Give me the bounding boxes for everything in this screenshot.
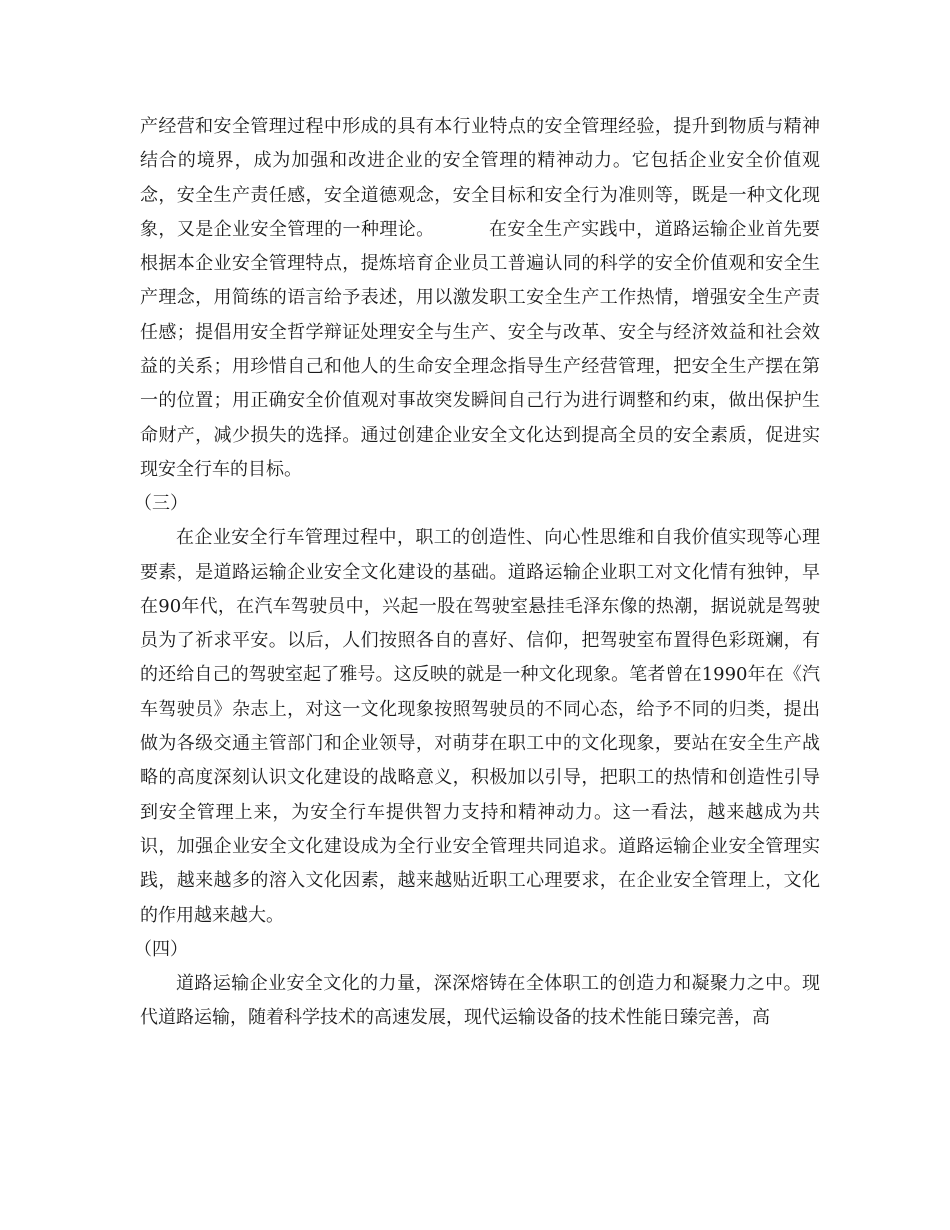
paragraph-section-3: 在企业安全行车管理过程中，职工的创造性、向心性思维和自我价值实现等心理要素，是道路运输企业安全文化建设的基础。道路运输企业职工对文化情有独钟，早在90年代，在汽车驾驶员中，兴起一股在驾驶室悬挂毛泽东像的热潮，据说就是驾驶员为了祈求平安。以后，人们按照各自的喜好、信仰，把驾驶室布置得色彩斑斓，有的还给自己的驾驶室起了雅号。这反映的就是一种文化现象。笔者曾在1990年在《汽车驾驶员》杂志上，对这一文化现象按照驾驶员的不同心态，给予不同的归类，提出做为各级交通主管部门和企业领导，对萌芽在职工中的文化现象，要站在安全生产战略的高度深刻认识文化建设的战略意义，积极加以引导，把职工的热情和创造性引导到安全管理上来，为安全行车提供智力支持和精神动力。这一看法，越来越成为共识，加强企业安全文化建设成为全行业安全管理共同追求。道路运输企业安全管理实践，越来越多的溶入文化因素，越来越贴近职工心理要求，在企业安全管理上，文化的作用越来越大。 — [140, 527, 820, 926]
document-body — [134, 110, 821, 1035]
section-heading-4: （四） — [134, 938, 188, 960]
paragraph-section-4: 道路运输企业安全文化的力量，深深熔铸在全体职工的创造力和凝聚力之中。现代道路运输，随着科学技术的高速发展，现代运输设备的技术性能日臻完善，高 — [140, 972, 820, 1029]
paragraph-text-continued: 在安全生产实践中，道路运输企业首先要根据本企业安全管理特点，提炼培育企业员工普遍认同的科学的安全价值观和安全生产理念，用简练的语言给予表述，用以激发职工安全生产工作热情，增强安全生产责任感；提倡用安全哲学辩证处理安全与生产、安全与改革、安全与经济效益和社会效益的关系；用珍惜自己和他人的生命安全理念指导生产经营管理，把安全生产摆在第一的位置；用正确安全价值观对事故突发瞬间自己行为进行调整和约束，做出保护生命财产，减少损失的选择。通过创建企业安全文化达到提高全员的安全素质，促进实现安全行车的目标。 — [140, 218, 821, 480]
paragraph-text: 产经营和安全管理过程中形成的具有本行业特点的安全管理经验，提升到物质与精神结合的境界，成为加强和改进企业的安全管理的精神动力。它包括企业安全价值观念，安全生产责任感，安全道德观念，安全目标和安全行为准则等，既是一种文化现象，又是企业安全管理的一种理论。 — [140, 116, 820, 240]
paragraph-safety-culture-definition — [140, 110, 820, 487]
section-heading-3: （三） — [134, 493, 188, 515]
